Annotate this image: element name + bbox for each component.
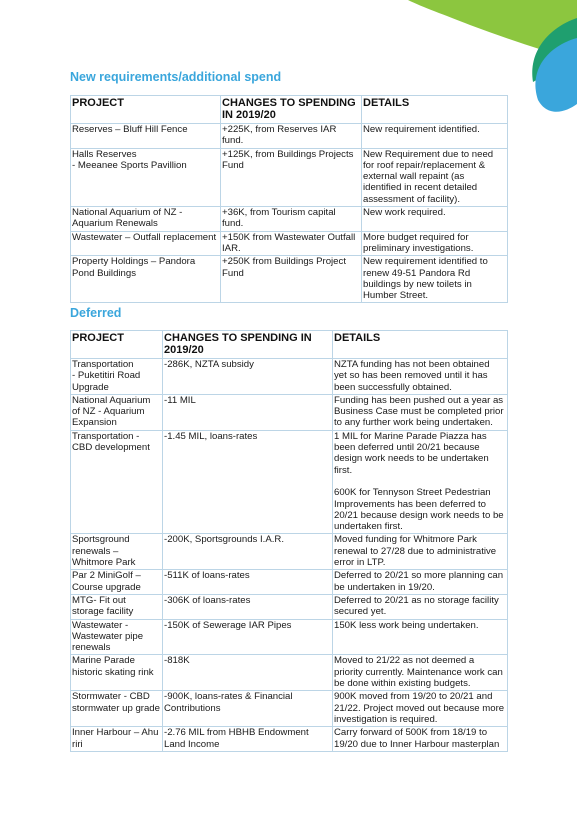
cell-changes: -200K, Sportsgrounds I.A.R.	[163, 534, 333, 570]
column-header-changes: CHANGES TO SPENDING IN 2019/20	[221, 96, 362, 124]
cell-details: More budget required for preliminary investigations.	[362, 231, 508, 256]
table-row	[71, 359, 508, 395]
table-deferred	[70, 330, 508, 752]
cell-details: New Requirement due to need for roof repair/replacement & external wall repaint (as identified in recent detailed assessment of facility).	[362, 148, 508, 206]
corner-blue-drop	[535, 38, 577, 112]
cell-changes: +150K from Wastewater Outfall IAR.	[221, 231, 362, 256]
table-row	[71, 619, 508, 655]
cell-changes: -818K	[163, 655, 333, 691]
cell-project: National Aquarium of NZ - Aquarium Expansion	[71, 394, 163, 430]
cell-project: Inner Harbour – Ahu riri	[71, 727, 163, 752]
cell-changes: -150K of Sewerage IAR Pipes	[163, 619, 333, 655]
cell-details: 900K moved from 19/20 to 20/21 and 21/22. Project moved out because more investigation is required.	[333, 691, 508, 727]
cell-project: Property Holdings – Pandora Pond Buildings	[71, 256, 221, 303]
cell-changes: -11 MIL	[163, 394, 333, 430]
cell-project: Transportation - CBD development	[71, 430, 163, 534]
cell-details: Moved to 21/22 as not deemed a priority currently. Maintenance work can be done within existing budgets.	[333, 655, 508, 691]
table-row	[71, 691, 508, 727]
cell-details: Funding has been pushed out a year as Business Case must be completed prior to any further work being undertaken.	[333, 394, 508, 430]
cell-project: Reserves – Bluff Hill Fence	[71, 124, 221, 149]
section-heading-new: New requirements/additional spend	[70, 70, 282, 84]
table-row	[71, 256, 508, 303]
cell-changes: -511K of loans-rates	[163, 570, 333, 595]
cell-changes: +250K from Buildings Project Fund	[221, 256, 362, 303]
cell-project: Halls Reserves - Meeanee Sports Pavillion	[71, 148, 221, 206]
cell-details: New requirement identified.	[362, 124, 508, 149]
cell-project: National Aquarium of NZ - Aquarium Renewals	[71, 207, 221, 232]
cell-project: MTG- Fit out storage facility	[71, 594, 163, 619]
cell-changes: +125K, from Buildings Projects Fund	[221, 148, 362, 206]
corner-green-swoosh	[408, 0, 577, 60]
cell-details: New requirement identified to renew 49-51 Pandora Rd buildings by new toilets in Humber Street.	[362, 256, 508, 303]
cell-changes: -1.45 MIL, loans-rates	[163, 430, 333, 534]
cell-changes: +36K, from Tourism capital fund.	[221, 207, 362, 232]
cell-project: Wastewater - Wastewater pipe renewals	[71, 619, 163, 655]
column-header-details: DETAILS	[333, 331, 508, 359]
table-row	[71, 148, 508, 206]
cell-project: Transportation - Puketitiri Road Upgrade	[71, 359, 163, 395]
table-header-row	[71, 96, 508, 124]
cell-project: Stormwater - CBD stormwater up grade	[71, 691, 163, 727]
cell-details: 150K less work being undertaken.	[333, 619, 508, 655]
table-new-requirements	[70, 95, 508, 303]
table-row	[71, 594, 508, 619]
cell-details: Deferred to 20/21 so more planning can be undertaken in 19/20.	[333, 570, 508, 595]
table-row	[71, 394, 508, 430]
column-header-changes: CHANGES TO SPENDING IN 2019/20	[163, 331, 333, 359]
column-header-project: PROJECT	[71, 96, 221, 124]
cell-changes: -900K, loans-rates & Financial Contributions	[163, 691, 333, 727]
table-row	[71, 534, 508, 570]
cell-changes: -306K of loans-rates	[163, 594, 333, 619]
cell-details: New work required.	[362, 207, 508, 232]
cell-project: Par 2 MiniGolf – Course upgrade	[71, 570, 163, 595]
cell-details: 1 MIL for Marine Parade Piazza has been deferred until 20/21 because design work needs to be undertaken first. 600K for Tennyson Street Pedestrian Improvements has been deferred to 20/21 because design work needs to be undertaken first.	[333, 430, 508, 534]
cell-details: Deferred to 20/21 as no storage facility secured yet.	[333, 594, 508, 619]
cell-details: Moved funding for Whitmore Park renewal to 27/28 due to administrative error in LTP.	[333, 534, 508, 570]
cell-project: Wastewater – Outfall replacement	[71, 231, 221, 256]
cell-changes: -286K, NZTA subsidy	[163, 359, 333, 395]
column-header-project: PROJECT	[71, 331, 163, 359]
table-header-row	[71, 331, 508, 359]
cell-details: Carry forward of 500K from 18/19 to 19/20 due to Inner Harbour masterplan	[333, 727, 508, 752]
table-row	[71, 727, 508, 752]
table-row	[71, 430, 508, 534]
table-row	[71, 655, 508, 691]
cell-project: Sportsground renewals – Whitmore Park	[71, 534, 163, 570]
table-row	[71, 231, 508, 256]
table-row	[71, 124, 508, 149]
table-row	[71, 207, 508, 232]
cell-details: NZTA funding has not been obtained yet so has been removed until it has been successfully obtained.	[333, 359, 508, 395]
corner-teal-leaf	[532, 18, 577, 82]
table-row	[71, 570, 508, 595]
section-heading-deferred: Deferred	[70, 306, 122, 320]
cell-changes: +225K, from Reserves IAR fund.	[221, 124, 362, 149]
column-header-details: DETAILS	[362, 96, 508, 124]
cell-changes: -2.76 MIL from HBHB Endowment Land Income	[163, 727, 333, 752]
cell-project: Marine Parade historic skating rink	[71, 655, 163, 691]
